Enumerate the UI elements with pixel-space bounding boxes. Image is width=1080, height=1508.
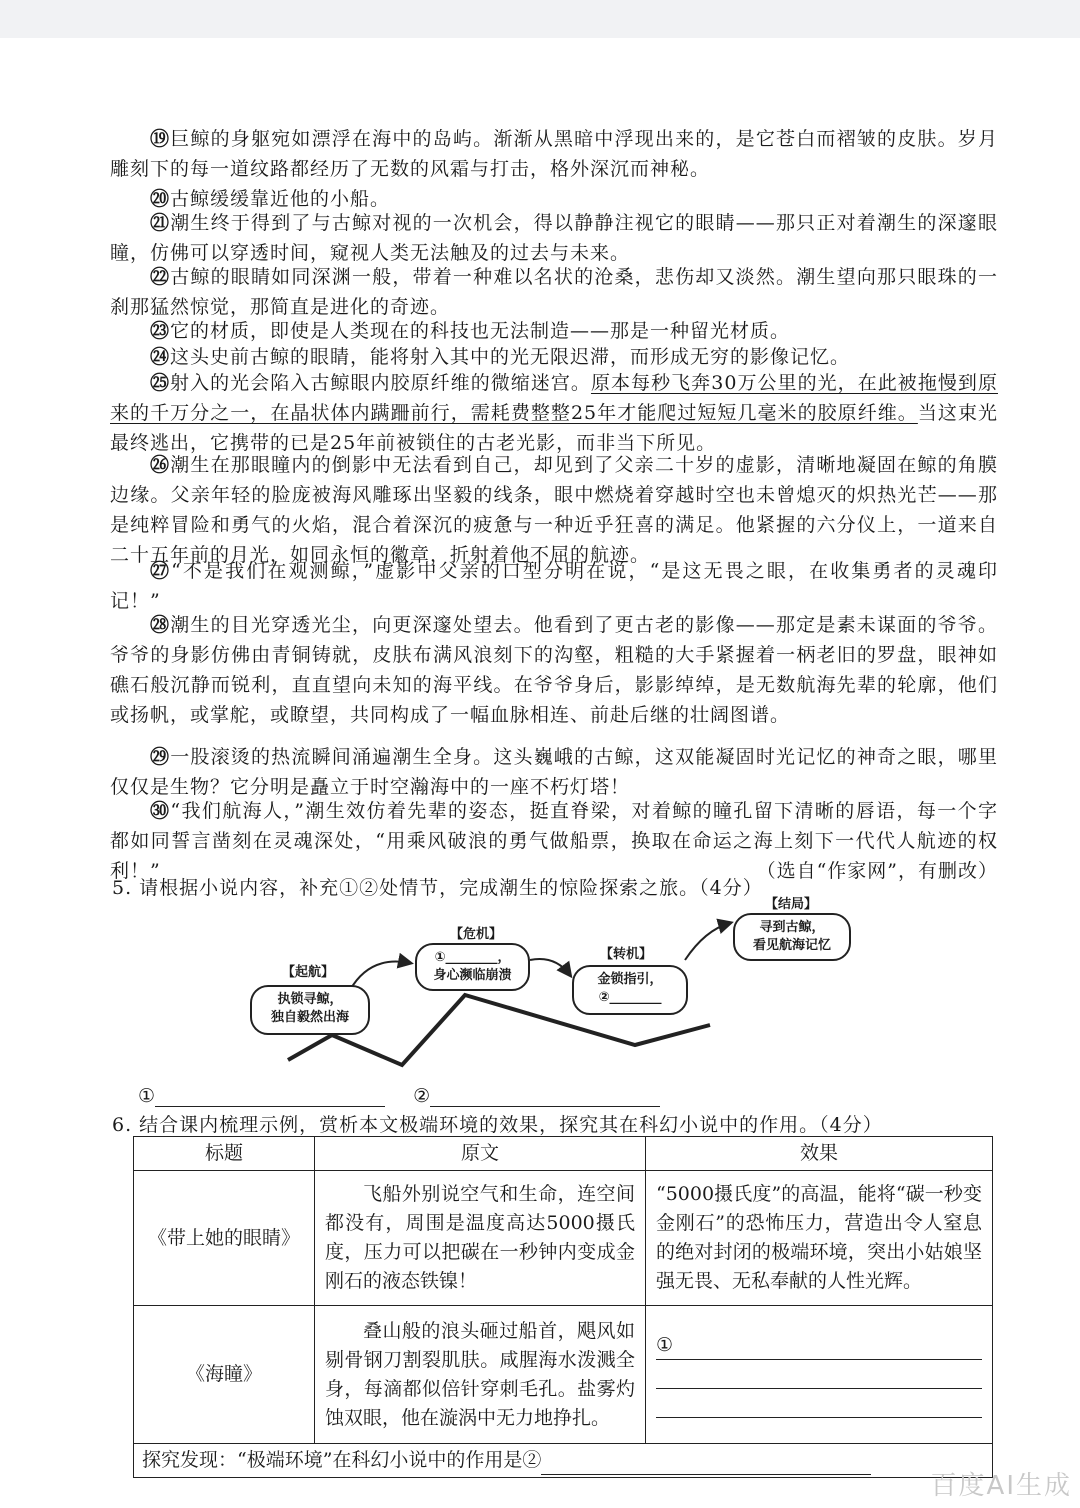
stage-line: 身心濒临崩溃: [433, 968, 512, 983]
stage-tag-ending: 【结局】: [765, 897, 818, 912]
table-row: [134, 1171, 993, 1306]
paragraph-number: ㉖: [150, 454, 171, 476]
question-6: 6. 结合课内梳理示例，赏析本文极端环境的效果，探究其在科幻小说中的作用。（4分）: [112, 1114, 883, 1136]
stage-line: ①________，: [434, 950, 511, 965]
stage-line: 看见航海记忆: [752, 938, 831, 953]
stage-ending-bubble: [733, 913, 851, 961]
answer-line[interactable]: [656, 1389, 982, 1418]
stage-tag-turn: 【转机】: [600, 947, 653, 962]
paragraph-number: ㉚: [150, 800, 171, 822]
stage-line: ②________: [598, 990, 662, 1005]
header-original: 原文: [315, 1137, 646, 1171]
finding-blank[interactable]: [541, 1454, 871, 1475]
blank-label-1: ①: [138, 1085, 156, 1107]
question-5: 5. 请根据小说内容，补充①②处情节，完成潮生的惊险探索之旅。（4分）: [112, 877, 763, 899]
header-title: 标题: [134, 1137, 315, 1171]
row-original: [315, 1171, 646, 1306]
paragraph-text: 潮生的目光穿透光尘，向更深邃处望去。他看到了更古老的影像——那定是素未谋面的爷爷。爷爷的身影仿佛由青铜铸就，皮肤布满风浪刻下的沟壑，粗糙的大手紧握着一柄老旧的罗盘，眼神如礁石般沉静而锐利，直直望向未知的海平线。在爷爷身后，影影绰绰，是无数航海先辈的轮廓，他们或扬帆，或掌舵，或瞭望，共同构成了一幅血脉相连、前赴后继的壮阔图谱。: [110, 614, 998, 726]
paragraph-22: [110, 262, 998, 322]
stage-line: 独自毅然出海: [270, 1010, 349, 1025]
table-row-finding: [134, 1444, 993, 1478]
row-title: 《海瞳》: [134, 1306, 315, 1444]
paragraph-number: ㉑: [150, 212, 171, 234]
stage-departure-bubble: [250, 985, 370, 1035]
paragraph-19: [110, 124, 998, 184]
paragraph-27: [110, 556, 998, 616]
header-effect: 效果: [646, 1137, 993, 1171]
arrow-2: [530, 959, 570, 975]
row-title: 《带上她的眼睛》: [134, 1171, 315, 1306]
answer-line[interactable]: [656, 1360, 982, 1389]
arrow-3: [685, 923, 730, 960]
paragraph-number: ㉒: [150, 266, 171, 288]
stage-crisis-bubble: [415, 943, 530, 991]
paragraph-number: ㉗: [150, 560, 172, 582]
paragraph-29: [110, 742, 998, 802]
paragraph-number: ㉘: [150, 614, 171, 636]
stage-tag-crisis: 【危机】: [450, 927, 503, 942]
paragraph-text: 古鲸缓缓靠近他的小船。: [170, 188, 391, 210]
paragraph-21: [110, 208, 998, 268]
paragraph-number: ㉔: [150, 346, 171, 368]
paragraph-text: 当这束光最终逃出，它携带的已是25年前被锁住的古老光影，而非当下所见。: [110, 402, 998, 454]
answer-line[interactable]: [656, 1331, 982, 1360]
paragraph-number: ⑲: [150, 128, 171, 150]
paragraph-text: “不是我们在观测鲸，”虚影中父亲的口型分明在说，“是这无畏之眼，在收集勇者的灵魂印记！”: [110, 560, 998, 612]
stage-turn-bubble: [572, 965, 688, 1015]
row-effect: “5000摄氏度”的高温，能将“碳一秒变金刚石”的恐怖压力，营造出令人窒息的绝对封闭的极端环境，突出小姑娘坚强无畏、无私奉献的人性光辉。: [646, 1171, 993, 1306]
paragraph-28: [110, 610, 998, 730]
paragraph-text: 射入的光会陷入古鲸眼内胶原纤维的微缩迷宫。: [170, 372, 591, 394]
finding-cell[interactable]: [134, 1444, 993, 1478]
paragraph-text: 巨鲸的身躯宛如漂浮在海中的岛屿。渐渐从黑暗中浮现出来的，是它苍白而褶皱的皮肤。岁月雕刻下的每一道纹路都经历了无数的风霜与打击，格外深沉而神秘。: [110, 128, 998, 180]
paragraph-text: 这头史前古鲸的眼睛，能将射入其中的光无限迟滞，而形成无穷的影像记忆。: [170, 346, 851, 368]
paragraph-number: ⑳: [150, 188, 171, 210]
paragraph-number: ㉓: [150, 320, 171, 342]
answer-blank-1[interactable]: [155, 1086, 385, 1107]
paragraph-25: [110, 368, 998, 458]
paragraph-text: 潮生终于得到了与古鲸对视的一次机会，得以静静注视它的眼睛——那只正对着潮生的深邃眼瞳，仿佛可以穿透时间，窥视人类无法触及的过去与未来。: [110, 212, 998, 264]
question-5-answer-blanks: [138, 1085, 660, 1107]
paragraph-text: “我们航海人，”潮生效仿着先辈的姿态，挺直脊梁，对着鲸的瞳孔留下清晰的唇语，每一个字都如同誓言凿刻在灵魂深处，“用乘风破浪的勇气做船票，换取在命运之海上刻下一代代人航迹的权利！”: [110, 800, 998, 882]
row-effect-answer[interactable]: [646, 1306, 993, 1444]
paragraph-number: ㉙: [150, 746, 171, 768]
table-row: [134, 1306, 993, 1444]
paragraph-26: [110, 450, 998, 570]
watermark: 百度AI生成: [930, 1471, 1072, 1501]
paragraph-text: 它的材质，即使是人类现在的科技也无法制造——那是一种留光材质。: [170, 320, 791, 342]
finding-text: 探究发现：“极端环境”在科幻小说中的作用是②: [142, 1449, 542, 1471]
stage-line: 寻到古鲸，: [759, 920, 825, 935]
paragraph-text: 古鲸的眼睛如同深渊一般，带着一种难以名状的沧桑，悲伤却又淡然。潮生望向那只眼珠的一刹那猛然惊觉，那简直是进化的奇迹。: [110, 266, 998, 318]
paragraph-number: ㉕: [150, 372, 171, 394]
table-header-row: [134, 1137, 993, 1171]
blank-label: ①: [656, 1334, 674, 1356]
source-note: （选自“作家网”，有删改）: [756, 860, 998, 882]
paragraph-text: 一股滚烫的热流瞬间涌遍潮生全身。这头巍峨的古鲸，这双能凝固时光记忆的神奇之眼，哪里仅仅是生物？它分明是矗立于时空瀚海中的一座不朽灯塔！: [110, 746, 998, 798]
blank-label-2: ②: [413, 1085, 431, 1107]
paragraph-text: 潮生在那眼瞳内的倒影中无法看到自己，却见到了父亲二十岁的虚影，清晰地凝固在鲸的角膜边缘。父亲年轻的脸庞被海风雕琢出坚毅的线条，眼中燃烧着穿越时空也未曾熄灭的炽热光芒——那是纯粹冒险和勇气的火焰，混合着深沉的疲惫与一种近乎狂喜的满足。他紧握的六分仪上，一道来自二十五年前的月光，如同永恒的徽章，折射着他不屈的航迹。: [110, 454, 998, 566]
underlined-sentence: 原本每秒飞奔30万公里的光，在此被拖慢到原来的千万分之一，在晶状体内蹒跚前行，需耗费整整25年才能爬过短短几毫米的胶原纤维。: [110, 372, 998, 424]
stage-line: 执锁寻鲸，: [277, 992, 343, 1007]
row-original: [315, 1306, 646, 1444]
plot-diagram: [240, 885, 880, 1070]
answer-blank-2[interactable]: [430, 1086, 660, 1107]
analysis-table: [133, 1136, 993, 1478]
stage-tag-departure: 【起航】: [282, 965, 335, 980]
stage-line: 金锁指引，: [597, 972, 663, 987]
original-text: 飞船外别说空气和生命，连空间都没有，周围是温度高达5000摄氏度，压力可以把碳在一秒钟内变成金刚石的液态铁镍！: [325, 1183, 635, 1292]
original-text: 叠山般的浪头砸过船首，飓风如剔骨钢刀割裂肌肤。咸腥海水泼溅全身，每滴都似倍针穿刺毛孔。盐雾灼蚀双眼，他在漩涡中无力地挣扎。: [325, 1319, 635, 1429]
